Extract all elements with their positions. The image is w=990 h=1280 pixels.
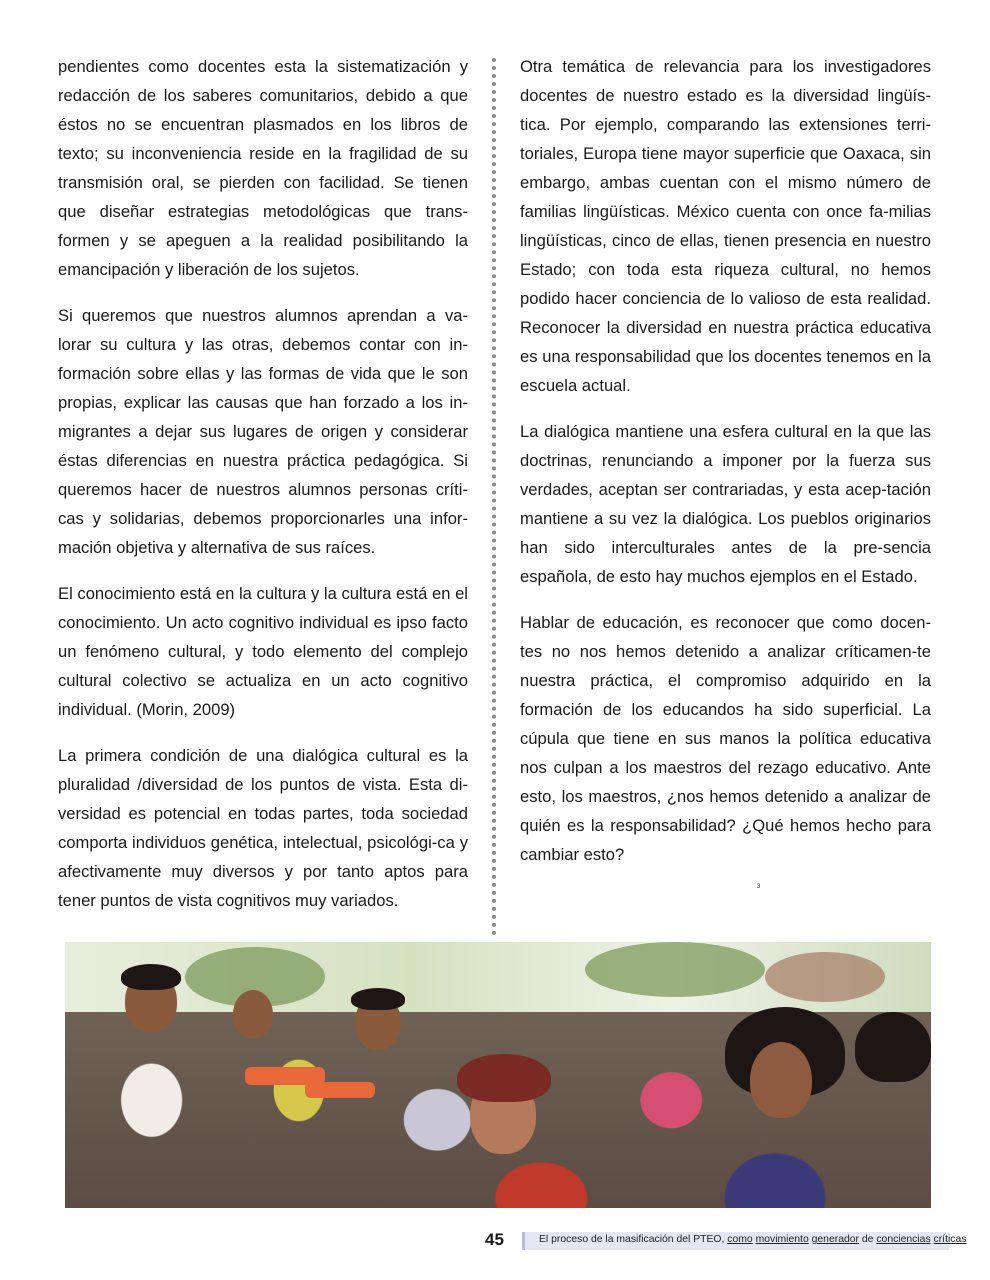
- running-footer: [522, 1232, 967, 1250]
- photo-hair: [457, 1054, 551, 1102]
- paragraph: La primera condición de una dialógica cultural es la pluralidad /diversidad de los puntos de vista. Esta di-versidad es potencial en todas partes, toda sociedad comporta individuos genética, intelectual, psicológi-ca y afectivamente muy diversos y por tanto aptos para tener puntos de vista cognitivos muy variados.: [58, 746, 468, 910]
- photo-person: [750, 1042, 812, 1118]
- paragraph: El conocimiento está en la cultura y la cultura está en el conocimiento. Un acto cognitivo individual es ipso facto un fenómeno cultural, y todo elemento del complejo cultural colectivo se actualiza en un acto cognitivo individual. (Morin, 2009): [58, 584, 468, 719]
- paragraph: La dialógica mantiene una esfera cultural en la que las doctrinas, renunciando a imponer por la fuerza sus verdades, aceptan ser contrariadas, y esta acep-tación mantiene a su vez la dialógica. Los pueblos originarios han sido interculturales antes de la pre-sencia española, de esto hay muchos ejemplos en el Estado.: [520, 422, 931, 586]
- photo-chair: [305, 1082, 375, 1098]
- column-divider: [492, 58, 496, 936]
- photo-person: [233, 990, 273, 1038]
- photo-roof: [765, 952, 885, 1002]
- right-column: [520, 52, 931, 886]
- paragraph: pendientes como docentes esta la sistematización y redacción de los saberes comunitarios, debido a que éstos no se encuentran plasmados en los libros de texto; su inconveniencia reside en la fragilidad de su transmisión oral, se pierden con facilidad. Se tienen que diseñar estrategias metodológicas que trans-formen y se apeguen a la realidad posibilitando la emancipación y liberación de los sujetos.: [58, 57, 468, 279]
- left-column: [58, 52, 468, 932]
- photo-hair: [351, 988, 405, 1010]
- classroom-photo: [65, 942, 931, 1208]
- photo-tree: [585, 942, 765, 997]
- footnote-marker: 3: [757, 884, 761, 890]
- running-footer-title: El proceso de la masificación del PTEO, como movimiento generador de conciencias críticas: [539, 1234, 967, 1245]
- photo-hair: [121, 964, 181, 990]
- page-number: 45: [485, 1230, 504, 1249]
- paragraph: Si queremos que nuestros alumnos aprendan a va-lorar su cultura y las otras, debemos contar con in-formación sobre ellas y las formas de vida que le son propias, explicar las causas que han forzado a los in-migrantes a dejar sus lugares de origen y considerar éstas diferencias en nuestra práctica pedagógica. Si queremos hacer de nuestros alumnos personas críti-cas y solidarias, debemos proporcionarles una infor-mación objetiva y alternativa de sus raíces.: [58, 306, 468, 557]
- photo-hair: [855, 1012, 931, 1082]
- paragraph: Hablar de educación, es reconocer que como docen-tes no nos hemos detenido a analizar críticamen-te nuestra práctica, el compromiso adquirido en la formación de los educandos ha sido superficial. La cúpula que tiene en sus manos la política educativa nos culpan a los maestros del rezago educativo. Ante esto, los maestros, ¿nos hemos detenido a analizar de quién es la responsabilidad? ¿Qué hemos hecho para cambiar esto?: [520, 613, 931, 864]
- paragraph: Otra temática de relevancia para los investigadores docentes de nuestro estado es la diversidad lingüís-tica. Por ejemplo, comparando las extensiones terri-toriales, Europa tiene mayor superficie que Oaxaca, sin embargo, ambas cuentan con el mismo número de familias lingüísticas. México cuenta con once fa-milias lingüísticas, cinco de ellas, tienen presencia en nuestro Estado; con toda esta riqueza cultural, no hemos podido hacer conciencia de lo valioso de esta realidad. Reconocer la diversidad en nuestra práctica educativa es una responsabilidad que los docentes tenemos en la escuela actual.: [520, 57, 931, 395]
